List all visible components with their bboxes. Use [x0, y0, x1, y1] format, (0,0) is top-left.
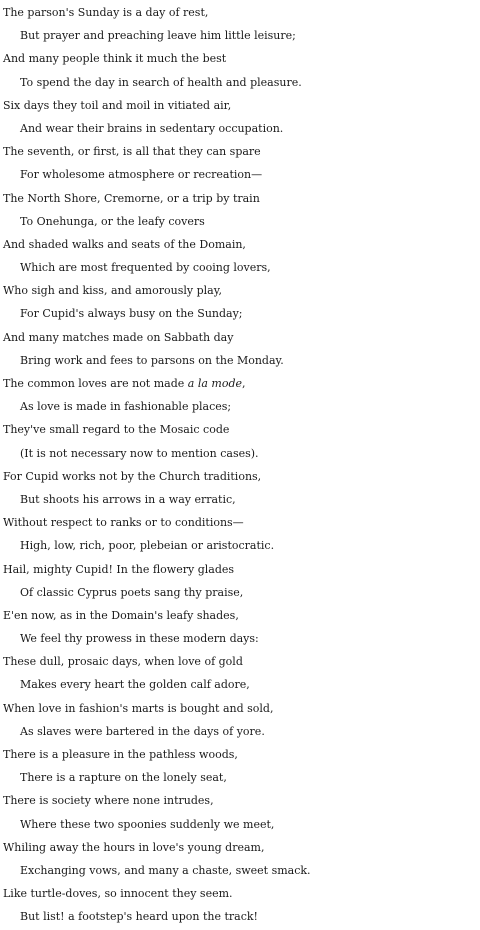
poem-line-17-italic: a la mode [187, 377, 242, 390]
poem-line-20: (It is not necessary now to mention cases). [20, 446, 259, 460]
poem-line-36: Where these two spoonies suddenly we meet, [20, 817, 275, 831]
poem-line-24: High, low, rich, poor, plebeian or aristocratic. [20, 539, 275, 553]
poem-line-23: Without respect to ranks or to conditions— [3, 516, 244, 530]
poem-line-19: They've small regard to the Mosaic code [3, 423, 230, 437]
poem-line-37: Whiling away the hours in love's young dream, [3, 840, 265, 854]
poem-line-12: Which are most frequented by cooing lovers, [20, 261, 271, 275]
poem-line-10: To Onehunga, or the leafy covers [20, 214, 205, 228]
poem-line-9: The North Shore, Cremorne, or a trip by train [3, 191, 260, 205]
poem-line-39: Like turtle-doves, so innocent they seem. [3, 887, 233, 901]
poem-line-11: And shaded walks and seats of the Domain, [3, 237, 246, 251]
poem-line-33: There is a pleasure in the pathless woods, [3, 748, 238, 761]
poem-line-32: As slaves were bartered in the days of yore. [20, 724, 265, 738]
poem-line-7: The seventh, or first, is all that they can spare [3, 145, 261, 159]
poem-line-13: Who sigh and kiss, and amorously play, [3, 284, 222, 298]
poem-line-25: Hail, mighty Cupid! In the flowery glades [3, 562, 235, 576]
poem-line-8: For wholesome atmosphere or recreation— [20, 168, 263, 182]
poem-line-15: And many matches made on Sabbath day [3, 330, 234, 344]
poem-line-17-before: The common loves are not made [3, 377, 188, 390]
poem-line-2: But prayer and preaching leave him little leisure; [20, 29, 296, 43]
poem-line-30: Makes every heart the golden calf adore, [20, 678, 250, 692]
poem-line-38: Exchanging vows, and many a chaste, sweet smack. [20, 863, 311, 877]
poem-line-22: But shoots his arrows in a way erratic, [20, 492, 236, 506]
poem-line-17 [0, 372, 480, 395]
poem-line-6: And wear their brains in sedentary occupation. [20, 121, 284, 135]
poem-line-16: Bring work and fees to parsons on the Monday. [20, 353, 284, 367]
poem-line-5: Six days they toil and moil in vitiated air, [3, 98, 232, 112]
poem-line-14: For Cupid's always busy on the Sunday; [20, 307, 243, 321]
poem-line-18: As love is made in fashionable places; [20, 400, 232, 414]
poem-line-29: These dull, prosaic days, when love of gold [3, 655, 243, 669]
poem-line-26: Of classic Cyprus poets sang thy praise, [20, 585, 244, 599]
poem-line-35: There is society where none intrudes, [3, 794, 214, 808]
poem-line-3: And many people think it much the best [3, 52, 227, 66]
poem-line-4: To spend the day in search of health and pleasure. [20, 75, 302, 89]
poem-line-31: When love in fashion's marts is bought and sold, [3, 701, 274, 715]
poem-line-28: We feel thy prowess in these modern days: [20, 632, 259, 646]
poem-line-27: E'en now, as in the Domain's leafy shades, [3, 608, 239, 622]
poem-line-40: But list! a footstep's heard upon the track! [20, 910, 258, 924]
poem-line-34: There is a rapture on the lonely seat, [20, 771, 227, 785]
poem-line-21: For Cupid works not by the Church traditions, [3, 469, 262, 483]
poem-line-17-after: , [242, 377, 246, 390]
poem-line-1: The parson's Sunday is a day of rest, [3, 6, 209, 19]
